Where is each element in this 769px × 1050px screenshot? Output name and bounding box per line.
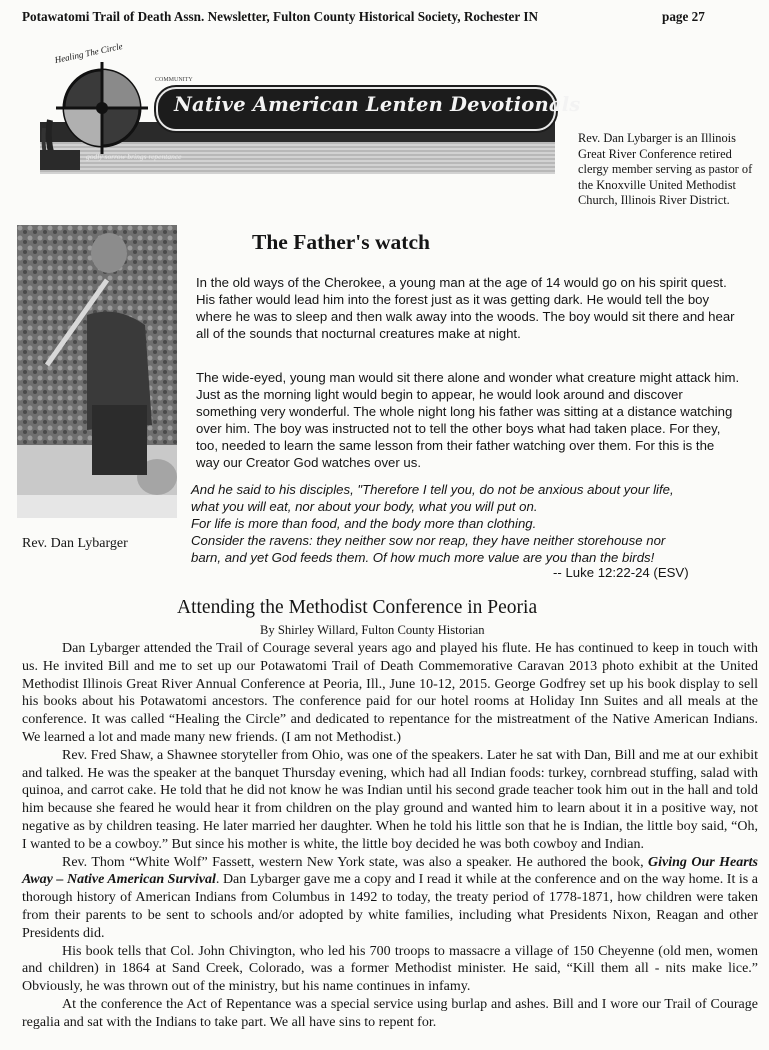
article-body xyxy=(22,640,758,1032)
article-paragraph: Rev. Fred Shaw, a Shawnee storyteller from Ohio, was one of the speakers. Later he sat with Dan, Bill and me at our exhibit and talked. He was the speaker at the banquet Thursday evening, which had all Indian foods: turkey, cornbread stuffing, salad with quinoa, and carrot cake. He told that he did not know he was Indian until his second grade teacher took him out in the hall and told him because she feared he would hear it from children on the play ground and wanted him to learn about it in a positive way, not negative as by children teasing. He later married her daughter. When he told his little son that he is Indian, the little boy said, “Oh, I wanted to be a cowboy.” But since his mother is white, the little boy decided he was both cowboy and Indian. xyxy=(22,747,758,852)
paragraph-text: . Dan Lybarger gave me a copy and I read it while at the conference and on the way home. It is a thorough history of American Indians from Columbus in 1492 to today, the treaty period of 1778-1871, how children were taken from their parents to be sent to schools and/or adopted by white families, including what Presidents Nixon, Reagan and other Presidents did. xyxy=(22,872,759,941)
author-bio: Rev. Dan Lybarger is an Illinois Great River Conference retired clergy member serving as pastor of the Knoxville United Methodist Church, Illinois River District. xyxy=(578,131,753,207)
article-title: The Father's watch xyxy=(252,230,430,254)
scripture-line: And he said to his disciples, "Therefore I tell you, do not be anxious about your life, xyxy=(191,482,674,497)
scripture-quote xyxy=(191,481,721,566)
scripture-line: Consider the ravens: they neither sow nor reap, they have neither storehouse nor xyxy=(191,533,666,548)
paragraph-text: Rev. Thom “White Wolf” Fassett, western New York state, was also a speaker. He authored the book, xyxy=(62,854,649,870)
logo-tagline: godly sorrow brings repentance xyxy=(86,152,182,161)
article-title: Attending the Methodist Conference in Peoria xyxy=(177,597,538,618)
page-number: page 27 xyxy=(662,9,705,24)
book-title: Giving Our Hearts Away – Native American Survival xyxy=(22,854,759,888)
author-photo xyxy=(17,225,177,518)
article-paragraph xyxy=(22,854,758,943)
logo-ring-text: Healing The Circle xyxy=(53,40,124,66)
scripture-line: For life is more than food, and the body more than clothing. xyxy=(191,516,537,531)
scripture-line: barn, and yet God feeds them. Of how much more value are you than the birds! xyxy=(191,550,655,565)
banner-small-text: COMMUNITY xyxy=(155,77,193,83)
article-paragraph: In the old ways of the Cherokee, a young man at the age of 14 would go on his spirit quest. His father would lead him into the forest just as it was getting dark. He would tell the boy where he was to sleep and then walk away into the woods. The boy would sit there and hear all of the sounds that nocturnal creatures make at night. xyxy=(196,275,735,341)
photo-caption: Rev. Dan Lybarger xyxy=(22,536,128,551)
article-paragraph: At the conference the Act of Repentance was a special service using burlap and ashes. Bill and I wore our Trail of Courage regalia and sat with the Indians to take part. We all have sins to repent for. xyxy=(22,996,758,1030)
newsletter-header: Potawatomi Trail of Death Assn. Newsletter, Fulton County Historical Society, Rochester IN xyxy=(22,9,538,24)
scripture-line: what you will eat, nor about your body, what you will put on. xyxy=(191,499,538,514)
banner-title: Native American Lenten Devotionals xyxy=(174,93,581,116)
article-paragraph: The wide-eyed, young man would sit there alone and wonder what creature might attack him. Just as the morning light would begin to appear, he would look around and discover something very wonderful. The whole night long his father was sitting at a distance watching over him. The boy was instructed not to tell the other boys what had taken place. For they, too, needed to learn the same lesson from their father watching over them. For this is the way our Creator God watches over us. xyxy=(196,370,740,470)
article-paragraph: His book tells that Col. John Chivington, who led his 700 troops to massacre a village of 150 Cheyenne (old men, women and children) in 1864 at Sand Creek, Colorado, was a former Methodist minister. He said, “Kill them all - nits make lice.” Obviously, he was thrown out of the ministry, but his name continues in infamy. xyxy=(22,943,758,995)
scripture-citation: -- Luke 12:22-24 (ESV) xyxy=(553,565,689,580)
article-byline: By Shirley Willard, Fulton County Historian xyxy=(260,623,485,637)
article-paragraph: Dan Lybarger attended the Trail of Courage several years ago and played his flute. He has continued to keep in touch with us. He invited Bill and me to set up our Potawatomi Trail of Death Commemorative Caravan 2013 photo exhibit at the United Methodist Illinois Great River Annual Conference at Peoria, Ill., June 10-12, 2015. George Godfrey set up his book display to sell his books about his Potawatomi ancestors. The conference paid for our hotel rooms at Holiday Inn Suites and all meals at the conference. It was called “Healing the Circle” and dedicated to repentance for the mistreatment of the Native American Indians. We learned a lot and made many new friends. (I am not Methodist.) xyxy=(22,641,758,745)
